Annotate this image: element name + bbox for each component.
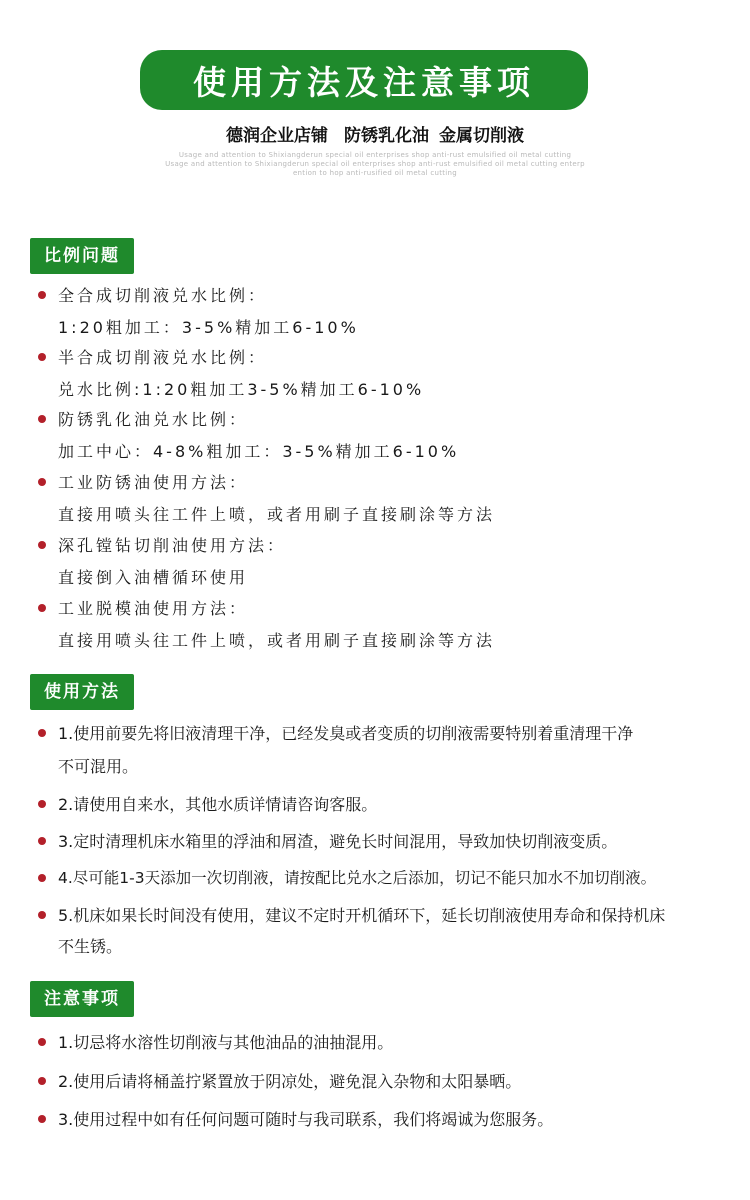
tagline-line: Usage and attention to Shixiangderun special oil enterprises shop anti-rust emulsified oil metal cutting enterp [165,160,585,168]
item-title: 防锈乳化油兑水比例： [58,410,249,429]
item-title: 深孔镗钻切削油使用方法： [58,536,287,555]
bullet-icon [38,837,46,845]
item-title: 工业脱模油使用方法： [58,599,249,618]
tagline-line: ention to hop anti-rusified oil metal cutting [292,169,458,177]
bullet-icon [38,478,46,486]
section-heading-usage: 使用方法 [30,674,134,710]
title-banner [140,50,588,110]
bullet-icon [38,1077,46,1085]
bullet-icon [38,1115,46,1123]
bullet-icon [38,415,46,423]
item-title: 半合成切削液兑水比例： [58,348,268,367]
section-heading-notes: 注意事项 [30,981,134,1017]
bullet-icon [38,291,46,299]
item-line: 2.使用后请将桶盖拧紧置放于阴凉处，避免混入杂物和太阳暴晒。 [58,1072,522,1091]
item-line: 3.定时清理机床水箱里的浮油和屑渣，避免长时间混用，导致加快切削液变质。 [58,832,618,851]
english-tagline [80,151,670,178]
subtitle-product-1: 防锈乳化油 [344,126,429,146]
section-heading-ratio: 比例问题 [30,238,134,274]
item-line: 1.使用前要先将旧液清理干净，已经发臭或者变质的切削液需要特别着重清理干净 [58,724,634,743]
item-line: 5.机床如果长时间没有使用，建议不定时开机循环下，延长切削液使用寿命和保持机床 [58,906,666,925]
item-line: 4.尽可能1-3天添加一次切削液，请按配比兑水之后添加，切记不能只加水不加切削液。 [58,869,657,887]
bullet-icon [38,800,46,808]
bullet-icon [38,541,46,549]
bullet-icon [38,353,46,361]
item-title: 全合成切削液兑水比例： [58,286,268,305]
item-title: 工业防锈油使用方法： [58,473,249,492]
tagline-line: Usage and attention to Shixiangderun special oil enterprises shop anti-rust emulsified oil metal cutting [178,151,572,159]
item-line: 不生锈。 [58,937,123,956]
bullet-icon [38,1038,46,1046]
bullet-icon [38,874,46,882]
bullet-icon [38,604,46,612]
item-line: 3.使用过程中如有任何问题可随时与我司联系，我们将竭诚为您服务。 [58,1110,554,1129]
item-detail: 1:20粗加工：3-5%精加工6-10% [58,318,359,337]
item-detail: 加工中心：4-8%粗加工：3-5%精加工6-10% [58,442,460,461]
item-line: 1.切忌将水溶性切削液与其他油品的油抽混用。 [58,1033,394,1052]
bullet-icon [38,729,46,737]
item-detail: 兑水比例:1:20粗加工3-5%精加工6-10% [58,380,425,399]
subtitle-shop: 德润企业店铺 [226,126,328,146]
page-title: 使用方法及注意事项 [193,62,535,102]
item-detail: 直接用喷头往工件上喷，或者用刷子直接刷涂等方法 [58,631,496,650]
subtitle [0,121,750,146]
item-line: 2.请使用自来水，其他水质详情请咨询客服。 [58,795,378,814]
item-line: 不可混用。 [58,757,139,776]
bullet-icon [38,911,46,919]
item-detail: 直接倒入油槽循环使用 [58,568,249,587]
subtitle-product-2: 金属切削液 [439,126,524,146]
item-detail: 直接用喷头往工件上喷，或者用刷子直接刷涂等方法 [58,505,496,524]
